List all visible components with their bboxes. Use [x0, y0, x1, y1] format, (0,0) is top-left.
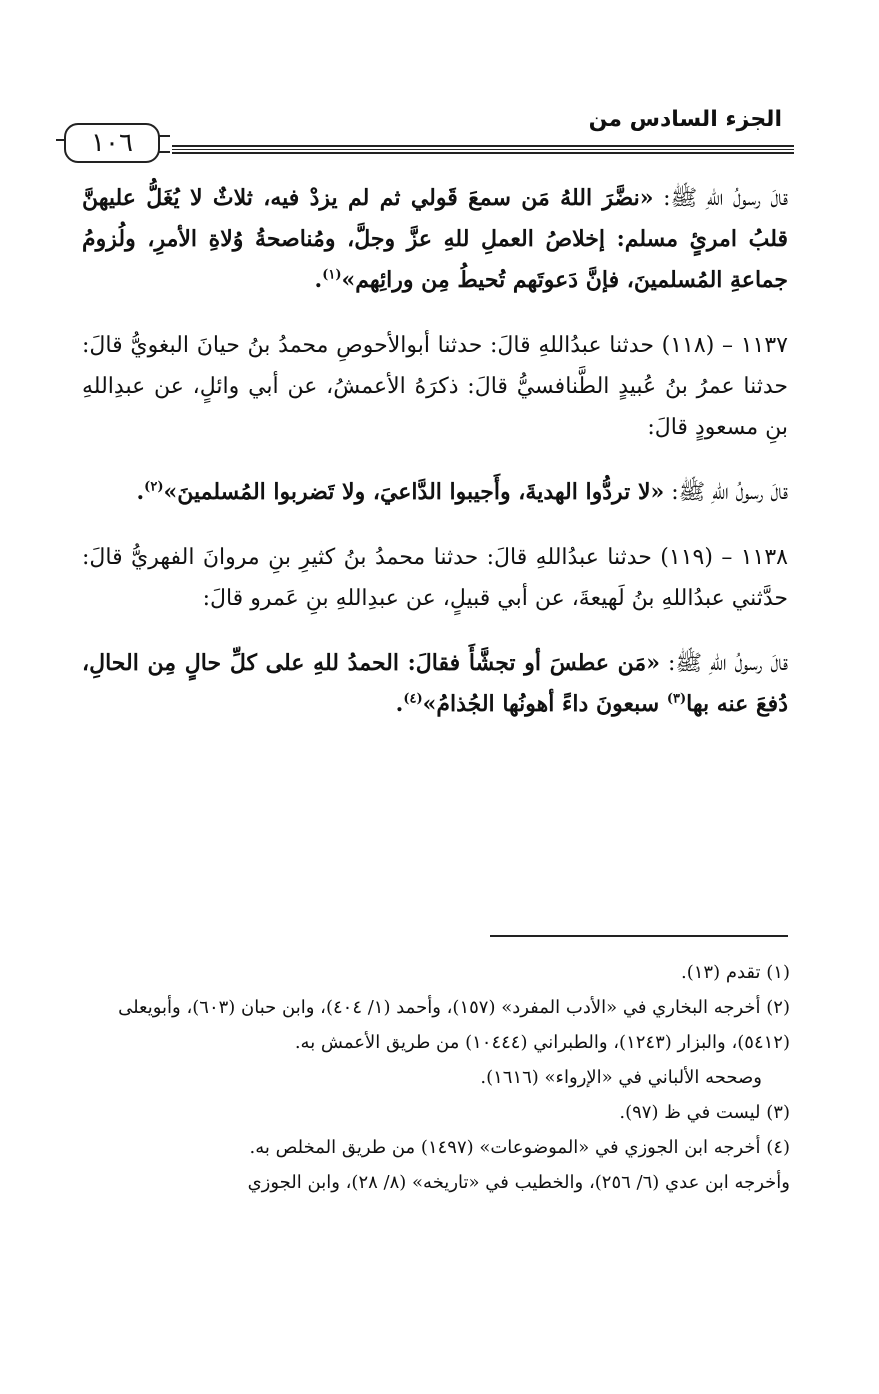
isnad-paragraph: ١١٣٨ – (١١٩) حدثنا عبدُاللهِ قالَ: حدثنا محمدُ بنُ كثيرِ بنِ مروانَ الفهريُّ قالَ: حدَّثني عبدُاللهِ بنُ لَهيعةَ، عن أبي قبيلٍ، عن عبدِاللهِ بنِ عَمرو قالَ: [82, 545, 788, 611]
isnad-paragraph: ١١٣٧ – (١١٨) حدثنا عبدُاللهِ قالَ: حدثنا أبوالأحوصِ محمدُ بنُ حيانَ البغويُّ قالَ: حدثنا عمرُ بنُ عُبيدٍ الطَّنافسيُّ قالَ: ذكرَهُ الأعمشُ، عن أبي وائلٍ، عن عبدِاللهِ بنِ مسعودٍ قالَ: [82, 333, 788, 440]
main-text [82, 178, 788, 749]
footnote: (٢) أخرجه البخاري في «الأدب المفرد» (١٥٧)، وأحمد (١/ ٤٠٤)، وابن حبان (٦٠٣)، وأبويعلى (٥٤١٢)، والبزار (١٢٤٣)، والطبراني (١٠٤٤٤) من طريق الأعمش به. [118, 997, 790, 1053]
footnote: (٣) ليست في ظ (٩٧). [619, 1102, 790, 1123]
footnote-ref: (٣) [666, 691, 687, 707]
hadith-text: سبعونَ داءً أهونُها الجُذامُ» [422, 691, 667, 717]
footnote-continuation: وصححه الألباني في «الإرواء» (١٦١٦). [480, 1067, 762, 1088]
page-header [52, 105, 794, 165]
hadith-intro: قالَ رسولُ اللهِ ﷺ: [664, 480, 788, 505]
footnotes [70, 955, 790, 1200]
footnote: (٤) أخرجه ابن الجوزي في «الموضوعات» (١٤٩٧) من طريق المخلص به. [249, 1137, 790, 1158]
header-rule [172, 149, 794, 150]
hadith-intro: قالَ رسولُ اللهِ ﷺ: [659, 651, 789, 676]
footnote-continuation: وأخرجه ابن عدي (٦/ ٢٥٦)، والخطيب في «تاريخه» (٨/ ٢٨)، وابن الجوزي [247, 1172, 790, 1193]
hadith-paragraph: قالَ رسولُ اللهِ ﷺ: «نضَّرَ اللهُ مَن سمعَ قَولي ثم لم يزدْ فيه، ثلاثٌ لا يُغَلُّ عليهنَّ قلبُ امرئٍ مسلم: إخلاصُ العملِ للهِ عزَّ وجلَّ، ومُناصحةُ وُلاةِ الأمرِ، ولُزومُ جماعةِ المُسلمينَ، فإنَّ دَعوتَهم تُحيطُ مِن ورائِهم»$^{(١)}$. [82, 185, 788, 293]
header-rule [172, 145, 794, 147]
hadith-intro: قالَ رسولُ اللهِ ﷺ: [653, 186, 788, 211]
footnote-ref: (٢) [144, 479, 164, 495]
running-title: الجزء السادس من [588, 107, 782, 132]
header-rule [172, 152, 794, 154]
footnote-ref: (١) [322, 267, 342, 283]
page-number: ١٠٦ [64, 123, 160, 163]
footnote-divider [490, 935, 788, 937]
footnote: (١) تقدم (١٣). [681, 962, 790, 983]
hadith-paragraph: قالَ رسولُ اللهِ ﷺ: «مَن عطسَ أو تجشَّأَ فقالَ: الحمدُ للهِ على كلِّ حالٍ مِن الحالِ، دُفعَ عنه بها$^{(٣)}$ سبعونَ داءً أهونُها الجُذامُ»$^{(٤)}$. [82, 650, 789, 717]
hadith-text: «مَن عطسَ أو تجشَّأَ فقالَ: الحمدُ للهِ على كلِّ حالٍ مِن الحالِ، دُفعَ عنه بها [82, 650, 788, 717]
footnote-ref: (٤) [403, 691, 423, 707]
hadith-paragraph: قالَ رسولُ اللهِ ﷺ: «لا تردُّوا الهديةَ، وأَجيبوا الدَّاعيَ، ولا تَضربوا المُسلمينَ»$^{(٢)}$. [136, 479, 788, 505]
hadith-text: «نضَّرَ اللهُ مَن سمعَ قَولي ثم لم يزدْ فيه، ثلاثٌ لا يُغَلُّ عليهنَّ قلبُ امرئٍ مسلم: إخلاصُ العملِ للهِ عزَّ وجلَّ، ومُناصحةُ وُلاةِ الأمرِ، ولُزومُ جماعةِ المُسلمينَ، فإنَّ دَعوتَهم تُحيطُ مِن ورائِهم» [82, 185, 788, 293]
hadith-text: «لا تردُّوا الهديةَ، وأَجيبوا الدَّاعيَ، ولا تَضربوا المُسلمينَ» [163, 479, 665, 505]
